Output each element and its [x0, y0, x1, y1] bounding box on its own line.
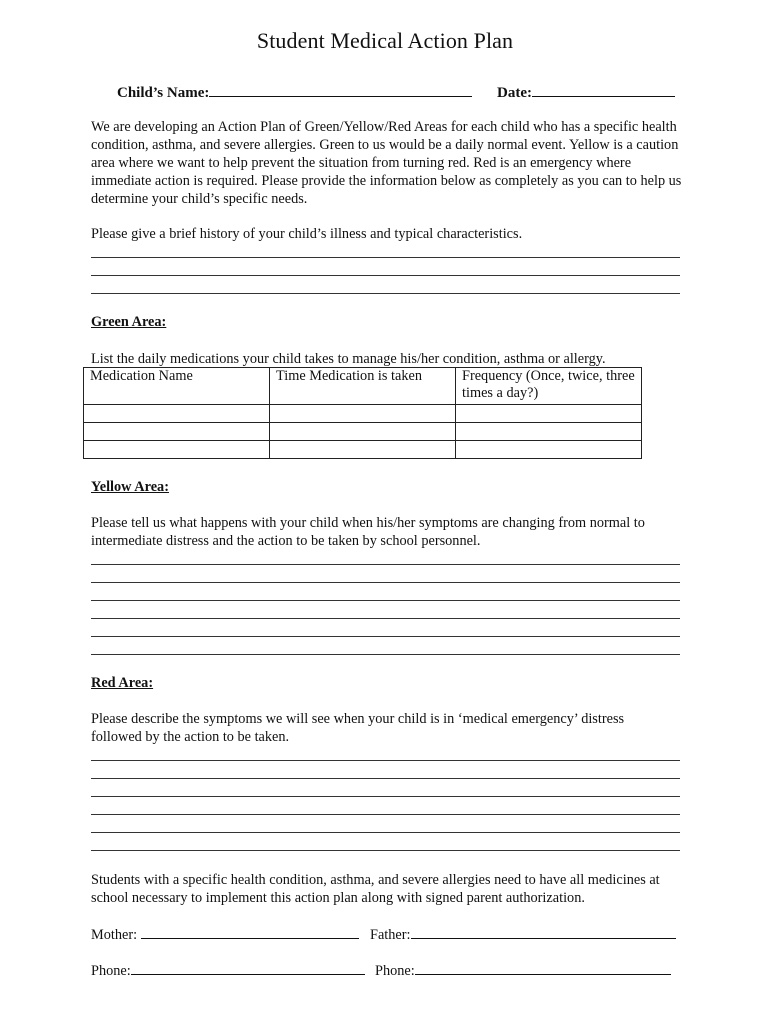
red-line-2[interactable] — [91, 778, 680, 779]
phone-field-1[interactable] — [131, 960, 365, 975]
date-field[interactable] — [532, 82, 675, 97]
table-row — [84, 441, 642, 459]
time-taken-cell[interactable] — [270, 423, 456, 441]
time-taken-cell[interactable] — [270, 441, 456, 459]
date-label: Date: — [497, 85, 532, 101]
father-field[interactable] — [411, 924, 676, 939]
page-title: Student Medical Action Plan — [256, 28, 514, 53]
intro-paragraph: We are developing an Action Plan of Green/Yellow/Red Areas for each child who has a specific health condition, asthma, and severe allergies. Green to us would be a daily normal event. Yellow is a caution area where we want to help prevent the situation from turning red. Red is an emergency where immediate action is required. Please provide the information below as completely as you can to help us determine your child’s specific needs. — [91, 119, 682, 207]
date-row — [497, 82, 675, 102]
history-line-3[interactable] — [91, 293, 680, 294]
phone-label-1: Phone: — [91, 963, 131, 979]
father-row — [370, 924, 676, 944]
red-line-1[interactable] — [91, 760, 680, 761]
history-line-1[interactable] — [91, 257, 680, 258]
frequency-cell[interactable] — [456, 423, 642, 441]
father-label: Father: — [370, 927, 411, 943]
yellow-area-heading: Yellow Area: — [91, 479, 169, 495]
phone-row-1 — [91, 960, 365, 980]
phone-field-2[interactable] — [415, 960, 671, 975]
mother-label: Mother: — [91, 927, 138, 943]
child-name-field[interactable] — [209, 82, 472, 97]
red-line-4[interactable] — [91, 814, 680, 815]
time-taken-cell[interactable] — [270, 405, 456, 423]
column-header-time-taken: Time Medication is taken — [270, 368, 456, 405]
child-name-row — [117, 82, 472, 102]
frequency-cell[interactable] — [456, 405, 642, 423]
green-area-prompt: List the daily medications your child takes to manage his/her condition, asthma or allergy. — [91, 351, 606, 367]
column-header-medication-name: Medication Name — [84, 368, 270, 405]
medication-name-cell[interactable] — [84, 441, 270, 459]
yellow-area-prompt: Please tell us what happens with your child when his/her symptoms are changing from normal to intermediate distress and the action to be taken by school personnel. — [91, 515, 645, 549]
phone-label-2: Phone: — [375, 963, 415, 979]
green-area-heading: Green Area: — [91, 314, 167, 330]
mother-row — [91, 924, 359, 944]
closing-paragraph: Students with a specific health condition, asthma, and severe allergies need to have all medicines at school necessary to implement this action plan along with signed parent authorization. — [91, 872, 660, 906]
history-prompt: Please give a brief history of your child’s illness and typical characteristics. — [91, 226, 523, 242]
red-line-6[interactable] — [91, 850, 680, 851]
phone-row-2 — [375, 960, 671, 980]
red-line-3[interactable] — [91, 796, 680, 797]
yellow-line-6[interactable] — [91, 654, 680, 655]
history-line-2[interactable] — [91, 275, 680, 276]
red-area-prompt: Please describe the symptoms we will see when your child is in ‘medical emergency’ distress followed by the action to be taken. — [91, 711, 625, 745]
red-line-5[interactable] — [91, 832, 680, 833]
frequency-cell[interactable] — [456, 441, 642, 459]
yellow-line-2[interactable] — [91, 582, 680, 583]
red-area-heading: Red Area: — [91, 675, 154, 691]
medication-name-cell[interactable] — [84, 405, 270, 423]
yellow-line-4[interactable] — [91, 618, 680, 619]
yellow-line-5[interactable] — [91, 636, 680, 637]
mother-field[interactable] — [141, 924, 359, 939]
table-row — [84, 405, 642, 423]
medication-table — [83, 367, 642, 459]
yellow-line-1[interactable] — [91, 564, 680, 565]
table-header-row — [84, 368, 642, 405]
medication-name-cell[interactable] — [84, 423, 270, 441]
column-header-frequency: Frequency (Once, twice, three times a day?) — [456, 368, 642, 405]
child-name-label: Child’s Name: — [117, 85, 210, 101]
yellow-line-3[interactable] — [91, 600, 680, 601]
table-row — [84, 423, 642, 441]
